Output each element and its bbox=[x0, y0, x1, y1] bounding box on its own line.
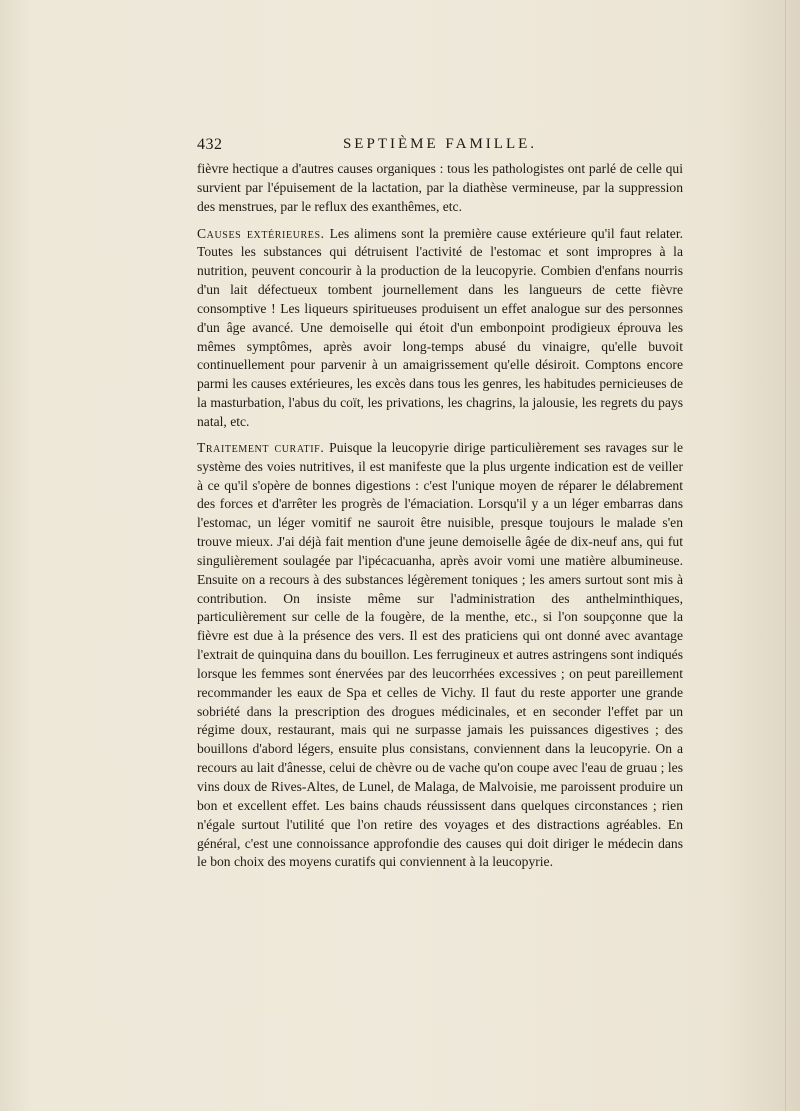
running-title: SEPTIÈME FAMILLE. bbox=[342, 136, 538, 152]
paragraph-text: fièvre hectique a d'autres causes organiques : tous les pathologistes ont parlé de celle qui survient par l'épuisement de la lactation, par la diathèse vermineuse, par la suppression des menstrues, par le reflux des exanthêmes, etc. bbox=[197, 161, 683, 214]
paragraph-text: Puisque la leucopyrie dirige particulièrement ses ravages sur le système des voies nutritives, il est manifeste que la plus urgente indication est de veiller à ce qu'il s'opère de bonnes digestions : c'est l'unique moyen de réparer le délabrement des forces et d'arrêter les progrès de l'émaciation. Lorsqu'il y a un léger embarras dans l'estomac, un léger vomitif ne sauroit être nuisible, presque toujours le malade s'en trouve mieux. J'ai déjà fait mention d'une jeune demoiselle âgée de dix-neuf ans, qui fut singulièrement soulagée par l'ipécacuanha, après avoir vomi une matière albumineuse. Ensuite on a recours à des substances légèrement toniques ; les amers surtout sont mis à contribution. On insiste même sur l'administration des anthelminthiques, particulièrement sur celle de la fougère, de la menthe, etc., si l'on soupçonne que la fièvre est due à la présence des vers. Il est des praticiens qui ont donné avec avantage l'extrait de quinquina dans du bouillon. Les ferrugineux et autres astringens sont indiqués lorsque les femmes sont énervées par des leucorrhées excessives ; on peut pareillement recommander les eaux de Spa et celles de Vichy. Il faut du reste apporter une grande sobriété dans la prescription des drogues médicinales, et en seconder l'effet par un régime doux, restaurant, mais qui ne surpasse jamais les puissances digestives ; des bouillons d'abord légers, ensuite plus consistans, conviennent dans la leucopyrie. On a recours au lait d'ânesse, celui de chèvre ou de vache qu'on coupe avec l'eau de gruau ; les vins doux de Rives-Altes, de Lunel, de Malaga, de Malvoisie, me paroissent produire un bon et excellent effet. Les bains chauds réussissent dans quelques circonstances ; rien n'égale surtout l'utilité que l'on retire des voyages et des distractions agréables. En général, c'est une connoissance approfondie des causes qui doit diriger le médecin dans le bon choix des moyens curatifs qui conviennent à la leucopyrie. bbox=[197, 439, 683, 870]
section-heading-causes: Causes extérieures. bbox=[197, 225, 325, 241]
page-number: 432 bbox=[197, 136, 223, 153]
section-heading-traitement: Traitement curatif. bbox=[197, 439, 325, 455]
body-text bbox=[197, 160, 683, 879]
page-edge-line bbox=[785, 0, 786, 1111]
paragraph-text: Les alimens sont la première cause extérieure qu'il faut relater. Toutes les substances qui détruisent l'activité de l'estomac et sont impropres à la nutrition, peuvent concourir à la production de la leucopyrie. Combien d'enfans nourris d'un lait défectueux tombent journellement dans les langueurs de cette fièvre consomptive ! Les liqueurs spiritueuses produisent un effet analogue sur des personnes d'un âge avancé. Une demoiselle qui étoit d'un embonpoint prodigieux éprouva les mêmes symptômes, après avoir long-temps abusé du vinaigre, qu'elle buvoit continuellement pour parvenir à un amaigrissement qu'elle désiroit. Comptons encore parmi les causes extérieures, les excès dans tous les genres, les habitudes pernicieuses de la masturbation, l'abus du coït, les privations, les chagrins, la jalousie, les regrets du pays natal, etc. bbox=[197, 225, 683, 429]
paragraph-continuation bbox=[197, 160, 683, 217]
paragraph-traitement-curatif bbox=[197, 439, 683, 872]
paragraph-causes-exterieures bbox=[197, 225, 683, 432]
running-head bbox=[197, 134, 683, 158]
